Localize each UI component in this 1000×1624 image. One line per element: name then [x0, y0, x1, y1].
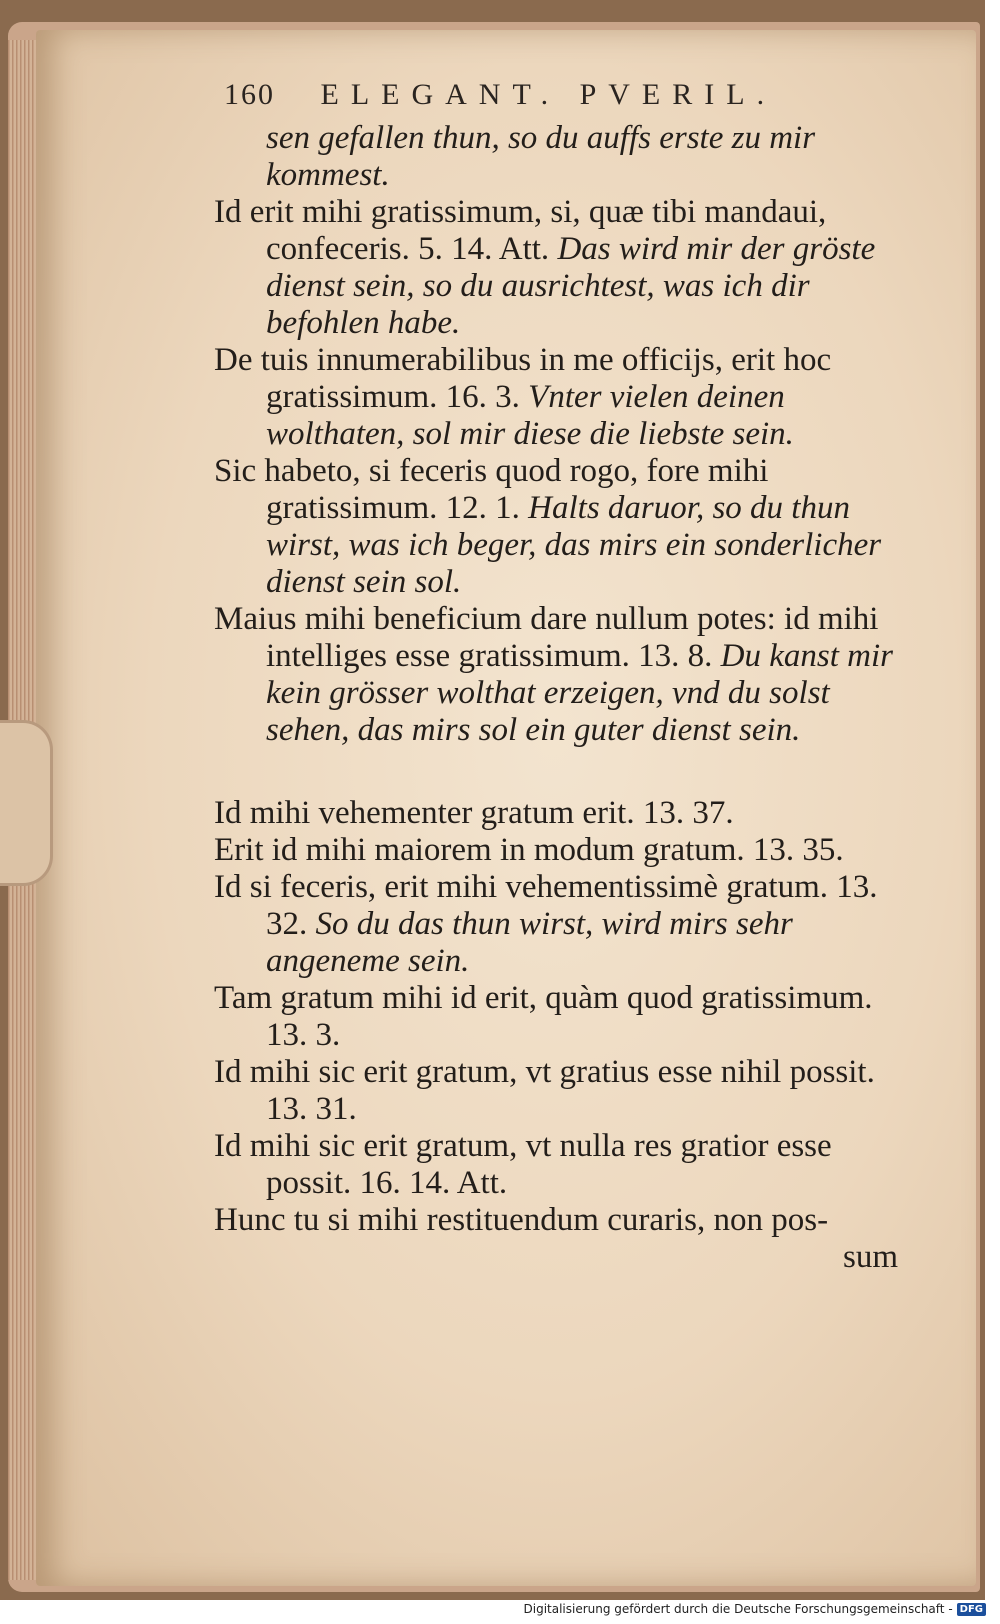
- german-gloss: Du kanst mir kein grösser wolthat erzeigen, vnd du solst sehen, das mirs sol ein guter dienst sein.: [266, 638, 893, 748]
- german-gloss: Vnter vielen deinen wolthaten, sol mir diese die liebste sein.: [266, 379, 794, 452]
- entry: [214, 1202, 914, 1239]
- entry: [214, 869, 914, 980]
- latin-phrase: Id mihi vehementer gratum erit. 13. 37.: [214, 795, 734, 831]
- latin-phrase: Id erit mihi gratissimum, si, quæ tibi mandaui, confeceris. 5. 14. Att.: [214, 194, 827, 267]
- footer-text: Digitalisierung gefördert durch die Deutsche Forschungsgemeinschaft -: [523, 1602, 953, 1616]
- latin-phrase: Hunc tu si mihi restituendum curaris, non pos-: [214, 1202, 829, 1238]
- latin-phrase: De tuis innumerabilibus in me officijs, erit hoc gratissimum. 16. 3.: [214, 342, 832, 415]
- page-header: [224, 78, 824, 114]
- german-gloss: Halts daruor, so du thun wirst, was ich beger, das mirs ein sonderlicher dienst sein sol.: [266, 490, 882, 600]
- latin-phrase: Maius mihi beneficium dare nullum potes: id mihi intelliges esse gratissimum. 13. 8.: [214, 601, 879, 674]
- entry: [214, 120, 914, 194]
- latin-phrase: Erit id mihi maiorem in modum gratum. 13. 35.: [214, 832, 844, 868]
- entry: [214, 194, 914, 342]
- german-gloss: Das wird mir der gröste dienst sein, so du ausrichtest, was ich dir befohlen habe.: [266, 231, 876, 341]
- entry: [214, 342, 914, 453]
- german-gloss: So du das thun wirst, wird mirs sehr angeneme sein.: [266, 906, 793, 979]
- dfg-logo-icon: DFG: [957, 1603, 986, 1616]
- entry: [214, 1128, 914, 1202]
- entry: [214, 795, 914, 832]
- page-tab-mark: [0, 720, 53, 886]
- section-gap: [214, 749, 914, 795]
- running-title: ELEGANT. PVERIL.: [320, 78, 777, 111]
- entry: [214, 980, 914, 1054]
- german-gloss: sen gefallen thun, so du auffs erste zu mir kommest.: [266, 120, 816, 193]
- latin-phrase: Sic habeto, si feceris quod rogo, fore mihi gratissimum. 12. 1.: [214, 453, 769, 526]
- digitization-footer: [524, 1600, 987, 1618]
- entry: [214, 453, 914, 601]
- entry: [214, 832, 914, 869]
- latin-phrase: Id mihi sic erit gratum, vt nulla res gratior esse possit. 16. 14. Att.: [214, 1128, 832, 1201]
- entry: [214, 1054, 914, 1128]
- latin-phrase: Tam gratum mihi id erit, quàm quod gratissimum. 13. 3.: [214, 980, 873, 1053]
- latin-phrase: Id si feceris, erit mihi vehementissimè gratum. 13. 32.: [214, 869, 878, 942]
- catchword: sum: [842, 1239, 898, 1275]
- page-text: [214, 120, 914, 1276]
- entry: [214, 601, 914, 749]
- latin-phrase: Id mihi sic erit gratum, vt gratius esse nihil possit. 13. 31.: [214, 1054, 875, 1127]
- page-number: 160: [224, 78, 275, 111]
